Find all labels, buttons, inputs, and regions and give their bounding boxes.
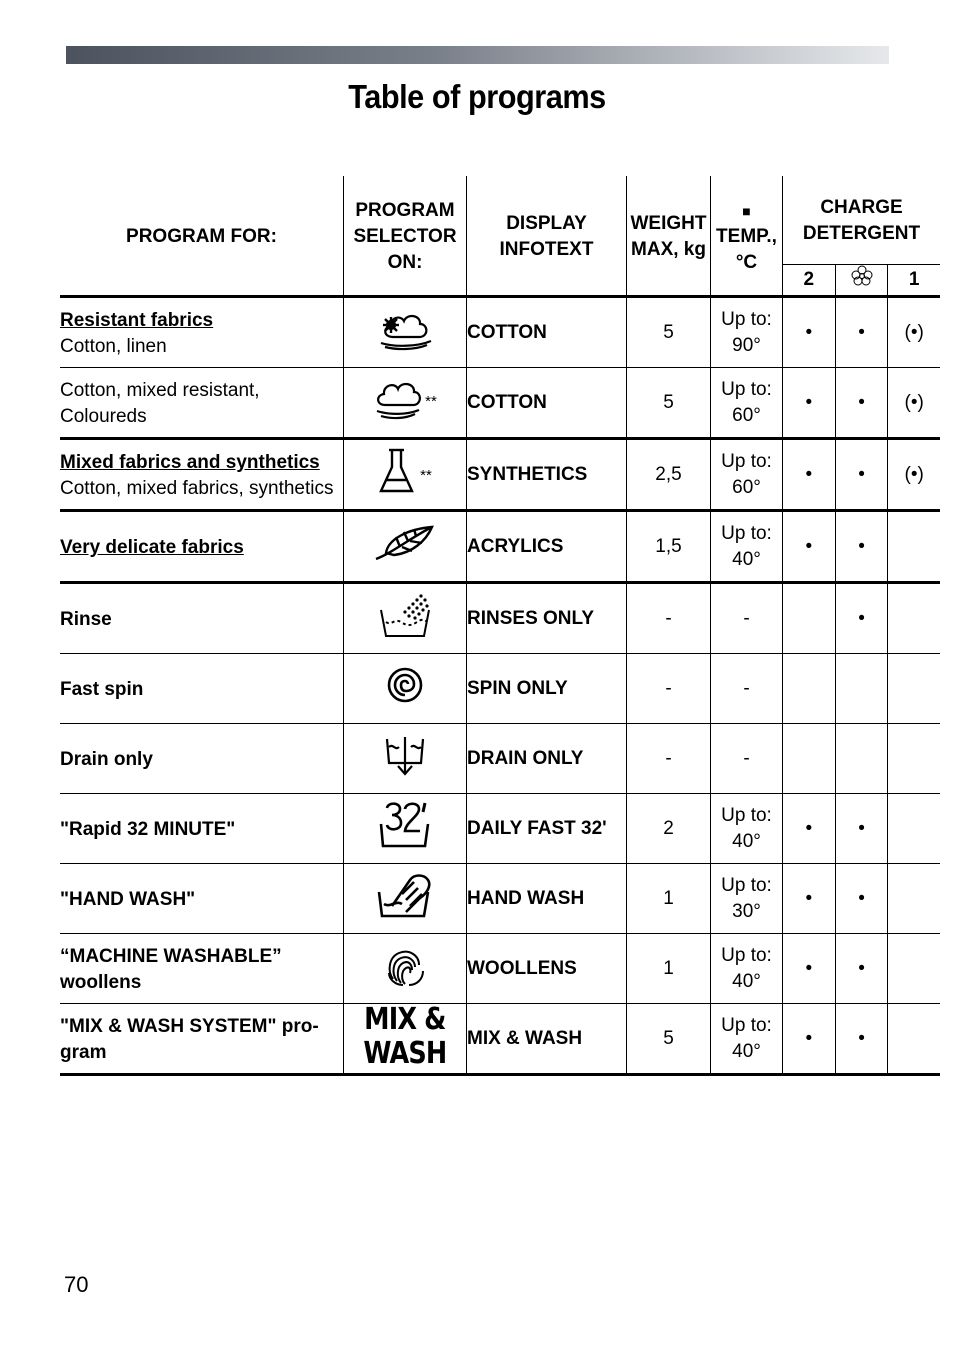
header-weight: WEIGHT MAX, kg	[627, 176, 711, 297]
selector-cell	[344, 1001, 467, 1075]
header-selector: PROGRAM SELECTOR ON:	[344, 176, 467, 297]
display-infotext: DAILY FAST 32'	[467, 794, 627, 864]
charge-1-value	[888, 794, 940, 864]
temp-marker: ■	[742, 202, 751, 219]
weight-value: 2,5	[627, 439, 711, 511]
table-row	[60, 297, 940, 368]
table-row	[60, 439, 940, 511]
temp-value: Up to: 40°	[711, 511, 783, 583]
temp-value: -	[711, 654, 783, 724]
program-name: "Rapid 32 MINUTE"	[60, 819, 236, 840]
table-row	[60, 368, 940, 439]
charge-1-value	[888, 864, 940, 934]
header-charge: CHARGE DETERGENT	[783, 176, 941, 265]
program-cell	[60, 654, 344, 724]
charge-flower-value	[835, 654, 888, 724]
page-title: Table of programs	[348, 78, 606, 115]
charge-1-value	[888, 934, 940, 1004]
delicate-feather-icon	[372, 523, 438, 563]
charge-col-1: 1	[888, 265, 940, 297]
table-header-row	[60, 176, 940, 265]
header-display: DISPLAY INFOTEXT	[467, 176, 627, 297]
program-name: Drain only	[60, 749, 153, 770]
weight-value: -	[627, 724, 711, 794]
selector-cell	[344, 864, 467, 934]
weight-value: 2	[627, 794, 711, 864]
charge-flower-value: •	[835, 934, 888, 1004]
temp-label: TEMP., °C	[716, 225, 777, 273]
charge-1-value	[888, 724, 940, 794]
table-row	[60, 934, 940, 1004]
charge-2-value	[783, 724, 836, 794]
header-program-for: PROGRAM FOR:	[126, 225, 277, 247]
program-name: Rinse	[60, 609, 112, 630]
table-row	[60, 794, 940, 864]
charge-col-2: 2	[783, 265, 836, 297]
weight-value: 1,5	[627, 511, 711, 583]
temp-value: -	[711, 724, 783, 794]
display-infotext: RINSES ONLY	[467, 583, 627, 654]
cotton-icon	[373, 377, 423, 421]
display-infotext: WOOLLENS	[467, 934, 627, 1004]
page-number: 70	[64, 1272, 89, 1297]
charge-2-value: •	[783, 511, 836, 583]
table-row	[60, 583, 940, 654]
charge-2-value: •	[783, 368, 836, 439]
charge-flower-value: •	[835, 794, 888, 864]
temp-value: -	[711, 583, 783, 654]
program-cell	[60, 368, 344, 439]
charge-2-value	[783, 654, 836, 724]
program-desc: Cotton, mixed fabrics, synthetics	[60, 478, 334, 499]
charge-flower-value: •	[835, 368, 888, 439]
weight-value: 1	[627, 934, 711, 1004]
selector-cell	[344, 297, 467, 368]
display-infotext: MIX & WASH	[467, 1004, 627, 1075]
selector-stars: **	[425, 392, 437, 410]
programs-table	[60, 176, 940, 1076]
program-cell	[60, 934, 344, 1004]
charge-flower-value: •	[835, 511, 888, 583]
display-infotext: COTTON	[467, 368, 627, 439]
hand-wash-icon	[376, 870, 434, 920]
weight-value: -	[627, 583, 711, 654]
temp-value: Up to: 60°	[711, 439, 783, 511]
charge-flower-value: •	[835, 439, 888, 511]
program-cell	[60, 794, 344, 864]
weight-value: 5	[627, 297, 711, 368]
display-infotext: HAND WASH	[467, 864, 627, 934]
display-infotext: DRAIN ONLY	[467, 724, 627, 794]
program-desc: Cotton, linen	[60, 336, 167, 357]
temp-value: Up to: 40°	[711, 934, 783, 1004]
weight-value: -	[627, 654, 711, 724]
program-name: Fast spin	[60, 679, 144, 700]
charge-1-value	[888, 1004, 940, 1075]
charge-2-value: •	[783, 439, 836, 511]
selector-cell	[344, 654, 467, 724]
drain-icon	[383, 733, 427, 777]
program-cell	[60, 439, 344, 511]
display-infotext: ACRYLICS	[467, 511, 627, 583]
program-name: Very delicate fabrics	[60, 537, 244, 558]
charge-1-value	[888, 511, 940, 583]
flower-icon	[850, 265, 874, 287]
selector-cell	[344, 511, 467, 583]
mix-wash-icon-line2: WASH	[363, 1035, 447, 1071]
spin-icon	[385, 665, 425, 705]
charge-1-value	[888, 583, 940, 654]
mix-wash-icon	[344, 1001, 466, 1073]
program-name: “MACHINE WASHABLE” woollens	[60, 946, 282, 993]
temp-value: Up to: 40°	[711, 1004, 783, 1075]
selector-cell	[344, 934, 467, 1004]
temp-value: Up to: 90°	[711, 297, 783, 368]
charge-2-value: •	[783, 794, 836, 864]
charge-flower-value: •	[835, 583, 888, 654]
rapid-32-icon	[378, 800, 432, 850]
selector-cell	[344, 439, 467, 511]
program-cell	[60, 583, 344, 654]
wool-icon	[383, 943, 427, 987]
cotton-prewash-icon	[373, 307, 437, 351]
charge-1-value	[888, 654, 940, 724]
program-cell	[60, 864, 344, 934]
selector-cell	[344, 794, 467, 864]
charge-1-value: (•)	[888, 297, 940, 368]
charge-2-value: •	[783, 864, 836, 934]
program-cell	[60, 297, 344, 368]
charge-1-value: (•)	[888, 368, 940, 439]
charge-flower-value: •	[835, 864, 888, 934]
program-cell	[60, 1004, 344, 1075]
weight-value: 5	[627, 368, 711, 439]
table-row	[60, 864, 940, 934]
charge-flower-value	[835, 724, 888, 794]
display-infotext: COTTON	[467, 297, 627, 368]
table-row	[60, 511, 940, 583]
table-row	[60, 724, 940, 794]
charge-2-value	[783, 583, 836, 654]
header-gradient-bar	[66, 46, 889, 64]
charge-2-value: •	[783, 297, 836, 368]
program-desc: Cotton, mixed resistant, Coloureds	[60, 380, 260, 427]
charge-flower-value: •	[835, 1004, 888, 1075]
program-name: "MIX & WASH SYSTEM" pro-gram	[60, 1016, 319, 1063]
program-cell	[60, 511, 344, 583]
temp-value: Up to: 30°	[711, 864, 783, 934]
table-row	[60, 654, 940, 724]
charge-col-flower	[835, 265, 888, 297]
program-cell	[60, 724, 344, 794]
selector-cell	[344, 583, 467, 654]
charge-1-value: (•)	[888, 439, 940, 511]
display-infotext: SPIN ONLY	[467, 654, 627, 724]
temp-value: Up to: 40°	[711, 794, 783, 864]
weight-value: 1	[627, 864, 711, 934]
rinse-icon	[377, 592, 433, 638]
charge-flower-value: •	[835, 297, 888, 368]
selector-cell	[344, 724, 467, 794]
selector-cell	[344, 368, 467, 439]
charge-2-value: •	[783, 934, 836, 1004]
program-name: Resistant fabrics	[60, 310, 214, 331]
weight-value: 5	[627, 1004, 711, 1075]
mix-wash-icon-line1: MIX &	[364, 1001, 446, 1037]
charge-2-value: •	[783, 1004, 836, 1075]
display-infotext: SYNTHETICS	[467, 439, 627, 511]
program-name: "HAND WASH"	[60, 889, 196, 910]
header-temp	[711, 176, 783, 297]
synthetics-flask-icon	[378, 447, 418, 495]
program-name: Mixed fabrics and synthetics	[60, 452, 320, 473]
selector-stars: **	[420, 466, 432, 484]
temp-value: Up to: 60°	[711, 368, 783, 439]
table-row	[60, 1004, 940, 1075]
